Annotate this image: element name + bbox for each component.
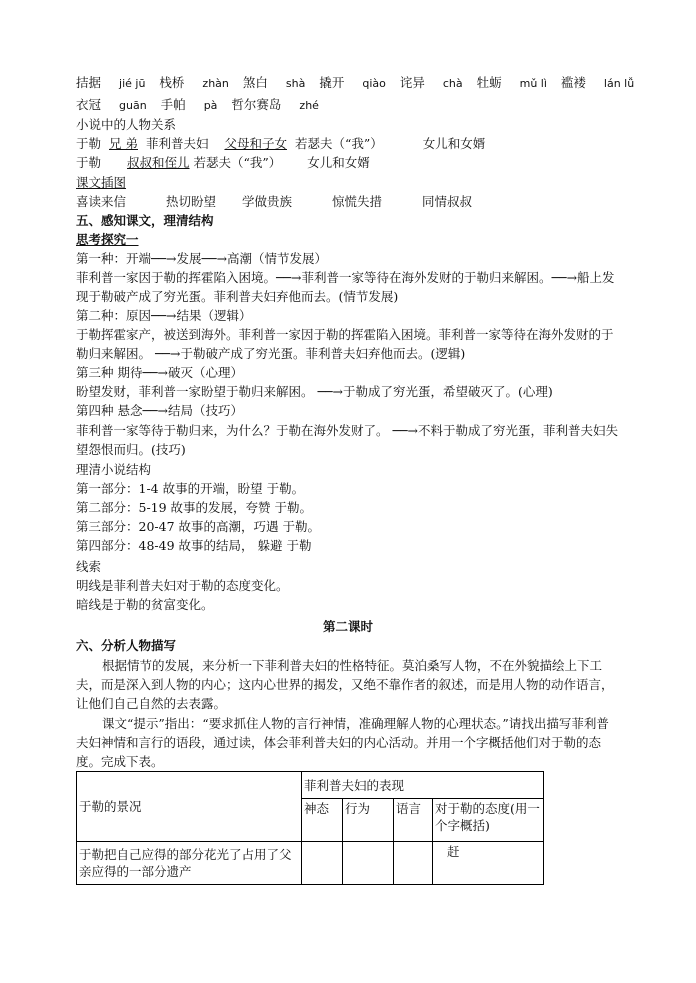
illus-item: 学做贵族	[242, 194, 293, 209]
section5-heading: 五、感知课文，理清结构	[76, 213, 214, 228]
text-line: 第二种：原因──→结果（逻辑）	[76, 308, 252, 323]
text-line: 第三种 期待──→破灭（心理）	[76, 365, 243, 380]
relation-label: 女儿和女婿	[307, 155, 370, 170]
illus-items	[76, 193, 472, 211]
lesson2-title: 第二课时	[322, 619, 373, 634]
relation-name: 于勒	[76, 155, 102, 170]
vocab-word: 衣冠	[76, 97, 102, 112]
illus-item: 同情叔叔	[422, 194, 473, 209]
vocab-word: 诧异	[399, 75, 425, 90]
structure-part: 第四部分：48-49 故事的结局， 躲避 于勒	[76, 538, 312, 553]
vocab-pinyin: zhé	[299, 99, 319, 112]
vocab-pinyin: jié jū	[119, 77, 146, 90]
vocab-word: 煞白	[242, 75, 268, 90]
relation-label: 兄 弟	[109, 136, 138, 151]
table-cell	[302, 842, 343, 885]
table-header-expression: 神态	[302, 799, 343, 842]
vocab-word: 牡蛎	[476, 75, 502, 90]
text-line: 第四种 悬念──→结局（技巧）	[76, 403, 243, 418]
relations-title: 小说中的人物关系	[76, 117, 177, 132]
vocab-pinyin: qiào	[362, 77, 386, 90]
table-header-action: 行为	[343, 799, 394, 842]
section6-paragraph-1: 根据情节的发展，来分析一下菲利普夫妇的性格特征。莫泊桑写人物，不在外貌描绘上下工夫，而是深入到人物的内心；这内心世界的揭发，又绝不靠作者的叙述，而是用人物的动作语言，让他们自己自然的去表露。	[76, 658, 614, 711]
table-cell	[394, 842, 433, 885]
relation-name: 菲利普夫妇	[145, 136, 209, 151]
section5-subheading: 思考探究一	[76, 232, 139, 247]
table-cell	[343, 842, 394, 885]
relations-row-2	[76, 154, 370, 172]
table-header-group: 菲利普夫妇的表现	[302, 772, 544, 799]
text-line: 现于勒破产成了穷光蛋。菲利普夫妇弃他而去。(情节发展)	[76, 289, 399, 304]
relation-label: 叔叔和侄儿	[127, 155, 190, 170]
relation-label: 女儿和女婿	[422, 136, 486, 151]
clue-line: 暗线是于勒的贫富变化。	[76, 597, 214, 612]
vocab-pinyin: chà	[442, 77, 463, 90]
structure-part: 第二部分：5-19 故事的发展，夸赞 于勒。	[76, 500, 313, 515]
clue-title: 线索	[76, 559, 102, 574]
vocab-word: 栈桥	[159, 75, 185, 90]
relation-name: 若瑟夫（“我”）	[193, 155, 282, 170]
analysis-table	[76, 771, 544, 885]
vocab-pinyin: guān	[119, 99, 147, 112]
text-line: 第一种：开端──→发展──→高潮（情节发展）	[76, 251, 328, 266]
text-line: 理清小说结构	[76, 462, 152, 477]
relation-name: 于勒	[76, 136, 102, 151]
relations-row-1	[76, 135, 485, 153]
structure-part: 第一部分：1-4 故事的开端，盼望 于勒。	[76, 481, 305, 496]
vocab-line-2	[76, 96, 329, 114]
text-line: 望怨恨而归。(技巧)	[76, 442, 186, 457]
text-line: 于勒挥霍家产，被送到海外。菲利普一家因于勒的挥霍陷入困境。菲利普一家等待在海外发财的于	[76, 327, 614, 342]
illus-item: 惊慌失措	[332, 194, 383, 209]
vocab-pinyin: mǔ lì	[519, 77, 547, 90]
table-header-attitude: 对于勒的态度(用一个字概括)	[433, 799, 544, 842]
relation-name: 若瑟夫（“我”）	[294, 136, 383, 151]
illus-item: 喜读来信	[76, 194, 127, 209]
text-line: 勒归来解困。 ──→于勒破产成了穷光蛋。菲利普夫妇弃他而去。(逻辑)	[76, 346, 466, 361]
table-header-language: 语言	[394, 799, 433, 842]
illus-title: 课文插图	[76, 175, 127, 190]
clue-line: 明线是菲利普夫妇对于勒的态度变化。	[76, 578, 289, 593]
text-line: 菲利普一家等待于勒归来，为什么？于勒在海外发财了。 ──→不料于勒成了穷光蛋，菲利普夫妇失	[76, 423, 619, 438]
vocab-pinyin: zhàn	[202, 77, 229, 90]
vocab-pinyin: pà	[203, 99, 218, 112]
vocab-pinyin: shà	[285, 77, 306, 90]
table-header-situation: 于勒的景况	[77, 772, 302, 842]
vocab-word: 哲尔赛岛	[231, 97, 282, 112]
relation-label: 父母和子女	[224, 136, 287, 151]
vocab-word: 拮据	[76, 75, 102, 90]
text-line: 盼望发财，菲利普一家盼望于勒归来解困。 ──→于勒成了穷光蛋，希望破灭了。(心理)	[76, 384, 553, 399]
structure-part: 第三部分：20-47 故事的高潮，巧遇 于勒。	[76, 519, 320, 534]
illus-item: 热切盼望	[166, 194, 217, 209]
vocab-word: 褴褛	[560, 75, 586, 90]
vocab-pinyin: lán lǚ	[603, 77, 635, 90]
section6-heading: 六、分析人物描写	[76, 638, 177, 653]
vocab-word: 手帕	[160, 97, 186, 112]
vocab-line-1	[76, 74, 644, 92]
section6-paragraph-2: 课文“提示”指出：“要求抓住人物的言行神情，准确理解人物的心理状态。”请找出描写菲利普夫妇神情和言行的语段，通过读，体会菲利普夫妇的内心活动。并用一个字概括他们对于勒的态度。完成下表。	[76, 716, 609, 769]
table-cell-situation: 于勒把自己应得的部分花光了占用了父亲应得的一部分遗产	[77, 842, 302, 885]
table-cell-attitude: 赶	[433, 842, 544, 885]
table-row	[77, 842, 544, 885]
vocab-word: 撬开	[319, 75, 345, 90]
text-line: 菲利普一家因于勒的挥霍陷入困境。──→菲利普一家等待在海外发财的于勒归来解困。──→船上发	[76, 270, 615, 285]
